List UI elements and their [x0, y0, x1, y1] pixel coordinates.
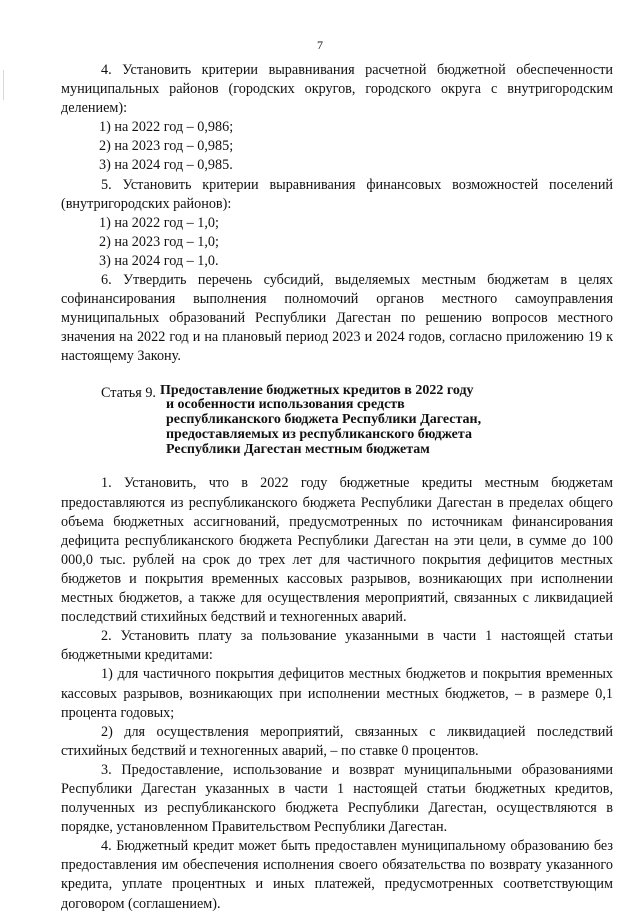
list-item: 3) на 2024 год – 0,985.	[99, 157, 233, 174]
paragraph: 1. Установить, что в 2022 году бюджетные кредиты местным бюджетам предоставляются из республиканского бюджета Республики Дагестан в пределах общего объема бюджетных ассигнований, предусмотренных по источникам финансирования дефицита республиканского бюджета Республики Дагестан на эти цели, в сумме до 100 000,0 тыс. рублей на срок до трех лет для частичного покрытия дефицитов местных бюджетов и покрытия временных кассовых разрывов, возникающих при исполнении местных бюджетов, а также для осуществления мероприятий, связанных с ликвидацией последствий стихийных бедствий и техногенных аварий.	[61, 475, 613, 626]
article-title-line: и особенности использования средств	[165, 397, 405, 413]
article-title-line: Предоставление бюджетных кредитов в 2022 году	[159, 382, 474, 398]
list-item: 2) на 2023 год – 0,985;	[99, 138, 234, 155]
paragraph: 2. Установить плату за пользование указанными в части 1 настоящей статьи бюджетными кредитами:	[61, 628, 613, 664]
list-item: 1) на 2022 год – 0,986;	[99, 119, 234, 136]
paragraph: 1) для частичного покрытия дефицитов местных бюджетов и покрытия временных кассовых разрывов, возникающих при исполнении местных бюджетов, – в размере 0,1 процента годовых;	[61, 666, 613, 721]
article-label: Статья 9.	[101, 384, 156, 401]
list-item: 2) на 2023 год – 1,0;	[99, 233, 219, 250]
paragraph: 3. Предоставление, использование и возврат муниципальными образованиями Республики Дагестан указанных в части 1 настоящей статьи бюджетных кредитов, полученных из республиканского бюджета Республики Дагестан, осуществляются в порядке, установленном Правительством Республики Дагестан.	[61, 761, 613, 836]
list-item: 3) на 2024 год – 1,0.	[99, 252, 219, 269]
paragraphs-bottom	[61, 474, 613, 913]
paragraphs-top	[61, 61, 613, 367]
paragraph: 4. Установить критерии выравнивания расчетной бюджетной обеспеченности муниципальных районов (городских округов, городского округа с внутригородским делением):	[61, 62, 613, 117]
article-title	[160, 384, 481, 458]
paragraph: 6. Утвердить перечень субсидий, выделяемых местным бюджетам в целях софинансирования выполнения полномочий органов местного самоуправления муниципальных образований Республики Дагестан по решению вопросов местного значения на 2022 год и на плановый период 2023 и 2024 годов, согласно приложению 19 к настоящему Закону.	[61, 272, 613, 365]
paragraph: 2) для осуществления мероприятий, связанных с ликвидацией последствий стихийных бедствий и техногенных аварий, – по ставке 0 процентов.	[61, 723, 613, 759]
scan-edge-mark	[3, 70, 4, 100]
article-heading	[61, 384, 613, 458]
article-title-line: Республики Дагестан местным бюджетам	[165, 441, 430, 457]
article-title-line: республиканского бюджета Республики Дагестан,	[165, 412, 482, 428]
article-title-line: предоставляемых из республиканского бюджета	[165, 426, 472, 442]
page-number: 7	[317, 38, 323, 52]
document-body	[61, 61, 613, 914]
list-item: 1) на 2022 год – 1,0;	[99, 214, 219, 231]
paragraph: 4. Бюджетный кредит может быть предоставлен муниципальному образованию без предоставления им обеспечения исполнения своего обязательства по возврату указанного кредита, уплате процентных и иных платежей, предусмотренных соответствующим договором (соглашением).	[61, 838, 613, 912]
paragraph: 5. Установить критерии выравнивания финансовых возможностей поселений (внутригородских районов):	[61, 176, 613, 212]
